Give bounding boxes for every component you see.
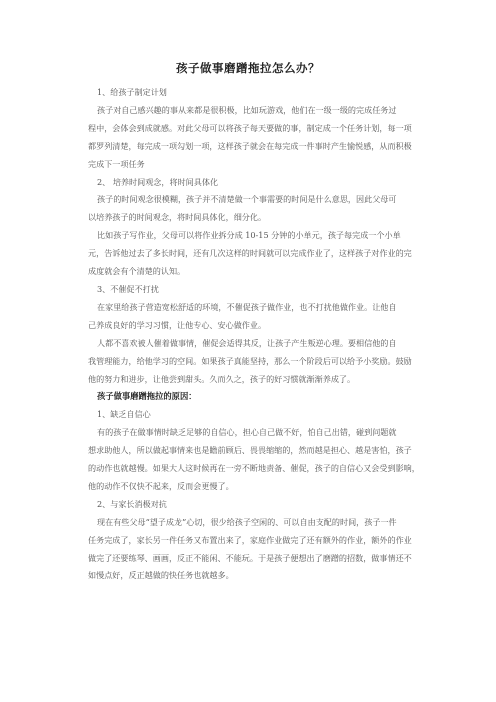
paragraph-line: 己养成良好的学习习惯，让他专心、安心做作业。 [88,319,267,330]
paragraph-line: 都罗列清楚，每完成一项勾划一项，这样孩子就会在每完成一件事时产生愉悦感，从而积极 [88,140,412,151]
paragraph-line: 以培养孩子的时间观念，将时间具体化，细分化。 [88,212,267,223]
section-heading: 2、 培养时间观念，将时间具体化 [97,176,219,187]
paragraph-line: 程中，会体会到成就感。对此父母可以将孩子每天要做的事，制定成一个任务计划，每一项 [88,122,412,133]
paragraph-line: 想求助他人，所以做起事情来也是瞻前顾后、畏畏缩缩的，然而越是担心、越是害怕，孩子 [88,445,412,456]
paragraph-line: 他的动作不仅快不起来，反而会更慢了。 [88,480,234,491]
paragraph-line: 完成下一项任务 [88,158,145,169]
paragraph-line: 比如孩子写作业，父母可以将作业拆分成 10-15 分钟的小单元，孩子每完成一个小单 [97,230,401,241]
paragraph-line: 做完了还要练琴、画画，反正不能闲、不能玩。于是孩子便想出了磨蹭的招数，做事情还不 [88,552,412,563]
paragraph-line: 孩子对自己感兴趣的事从来都是很积极，比如玩游戏，他们在一级一级的完成任务过 [97,104,397,115]
paragraph-line: 在家里给孩子营造宽松舒适的环境，不催促孩子做作业，也不打扰他做作业。让他自 [97,301,397,312]
section-heading: 2、与家长消极对抗 [97,498,167,509]
paragraph-line: 人都不喜欢被人催着做事情，催促会适得其反，让孩子产生叛逆心理。要相信他的自 [97,337,397,348]
paragraph-line: 元，告诉他过去了多长时间，还有几次这样的时间就可以完成作业了，这样孩子对作业的完 [88,248,412,259]
paragraph-line: 任务完成了，家长另一件任务又布置出来了，家庭作业做完了还有额外的作业，额外的作业 [88,534,412,545]
paragraph-line: 成度就会有个清楚的认知。 [88,266,186,277]
section-heading: 3、不催促不打扰 [97,283,159,294]
paragraph-line: 现在有些父母“望子成龙”心切，很少给孩子空闲的、可以自由支配的时间，孩子一件 [97,516,397,527]
paragraph-line: 的动作也就越慢。如果大人这时候再在一旁不断地责备、催促，孩子的自信心又会受到影响， [88,463,420,474]
body-text [88,84,420,585]
page-title: 孩子做事磨蹭拖拉怎么办？ [176,61,320,75]
paragraph-line: 有的孩子在做事情时缺乏足够的自信心，担心自己做不好，怕自己出错，碰到问题就 [97,427,397,438]
section-heading: 1、给孩子制定计划 [97,87,167,97]
subheading-causes: 孩子做事磨蹭拖拉的原因： [97,391,197,402]
paragraph-line: 他的努力和进步，让他尝到甜头。久而久之，孩子的好习惯就渐渐养成了。 [88,373,356,384]
section-heading: 1、缺乏自信心 [97,409,151,420]
paragraph-line: 孩子的时间观念很模糊，孩子并不清楚做一个事需要的时间是什么意思，因此父母可 [97,194,397,205]
paragraph-line: 我管理能力，给他学习的空间。如果孩子真能坚持，那么一个阶段后可以给予小奖励。鼓励 [88,355,412,366]
paragraph-line: 如慢点好，反正越做的快任务也就越多。 [88,570,234,581]
